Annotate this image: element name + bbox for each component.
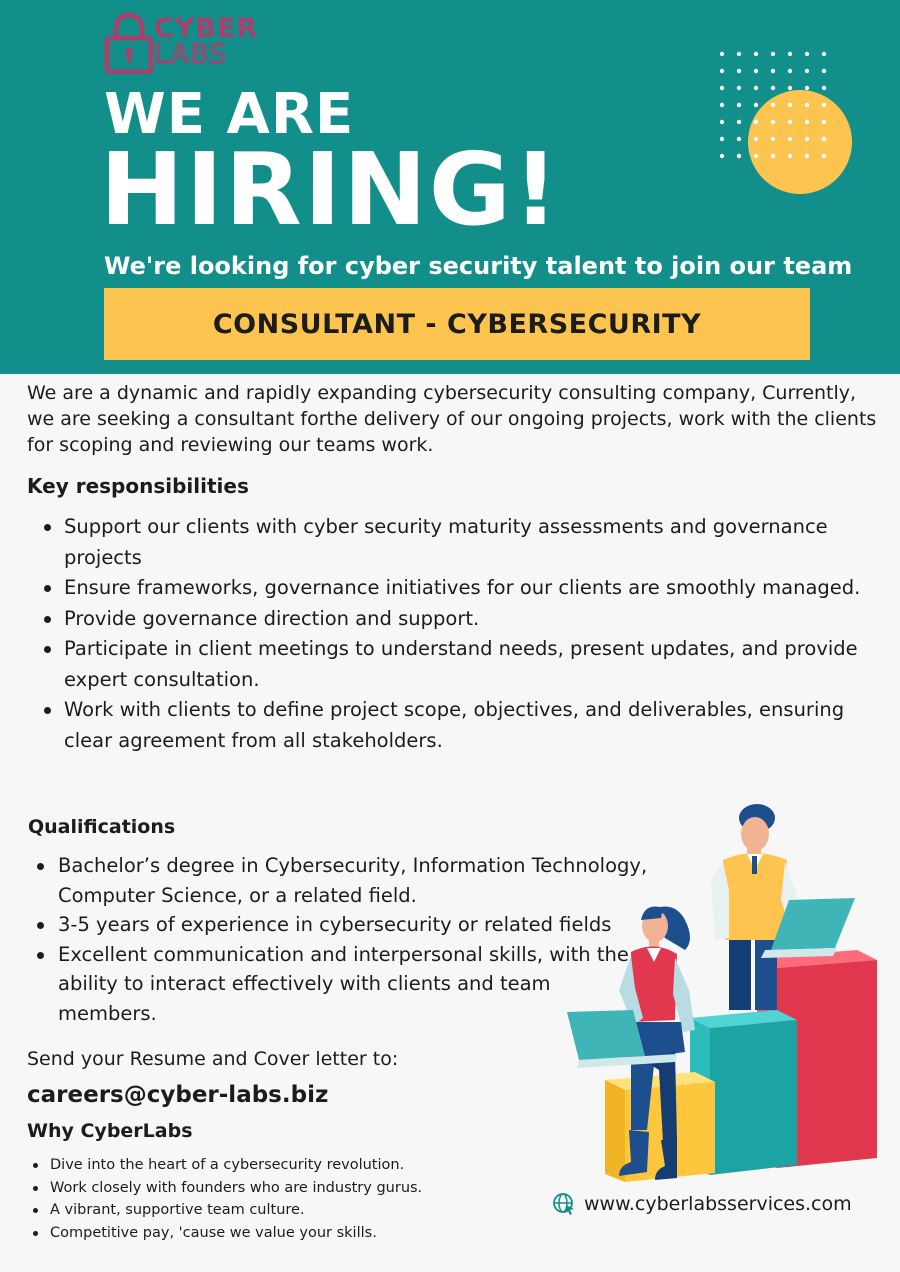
list-item: Dive into the heart of a cybersecurity revolution. (50, 1154, 530, 1177)
decorative-dot (822, 120, 826, 124)
decorative-dot (754, 120, 758, 124)
logo (104, 8, 284, 76)
decorative-dot (720, 86, 724, 90)
decorative-dot (822, 69, 826, 73)
list-item: Work closely with founders who are industry gurus. (50, 1177, 530, 1200)
decorative-dot (720, 120, 724, 124)
website-url: www.cyberlabsservices.com (584, 1193, 852, 1215)
decorative-dot (754, 69, 758, 73)
headline-hiring: HIRING! (100, 131, 561, 248)
logo-line-1: CYBER (154, 13, 259, 44)
decorative-dot (754, 137, 758, 141)
role-title: CONSULTANT - CYBERSECURITY (212, 308, 702, 340)
decorative-dot (754, 52, 758, 56)
list-item: Work with clients to define project scope, objectives, and deliverables, ensuring clear agreement from all stakeholders. (64, 695, 864, 756)
decorative-dot (805, 103, 809, 107)
woman-figure (567, 907, 695, 1181)
decorative-dot (771, 154, 775, 158)
padlock-icon (104, 8, 154, 74)
decorative-dot (788, 86, 792, 90)
responsibilities-list (64, 512, 864, 756)
list-item: Participate in client meetings to understand needs, present updates, and provide expert consultation. (64, 634, 864, 695)
decorative-dot (788, 69, 792, 73)
decorative-dot (754, 86, 758, 90)
logo-wordmark (154, 13, 259, 70)
decorative-dot (737, 86, 741, 90)
decorative-dot (737, 154, 741, 158)
list-item: Provide governance direction and support. (64, 604, 864, 635)
decorative-dot (805, 120, 809, 124)
list-item: Bachelor’s degree in Cybersecurity, Information Technology, Computer Science, or a related field. (58, 851, 648, 910)
list-item: A vibrant, supportive team culture. (50, 1199, 530, 1222)
tagline: We're looking for cyber security talent to join our team (104, 252, 853, 280)
list-item: Competitive pay, 'cause we value your skills. (50, 1222, 530, 1245)
decorative-dot (805, 69, 809, 73)
decorative-dot (720, 154, 724, 158)
decorative-dot (771, 103, 775, 107)
logo-line-2: LABS (154, 39, 228, 70)
responsibilities-heading: Key responsibilities (27, 474, 249, 498)
decorative-dot (788, 103, 792, 107)
decorative-dot (771, 120, 775, 124)
decorative-dot (720, 103, 724, 107)
yellow-circle (748, 90, 852, 194)
decorative-dot (720, 69, 724, 73)
decorative-dot (788, 120, 792, 124)
role-banner (104, 288, 810, 360)
decorative-dot (822, 52, 826, 56)
list-item: Ensure frameworks, governance initiatives for our clients are smoothly managed. (64, 573, 864, 604)
careers-email-link[interactable]: careers@cyber-labs.biz (27, 1082, 329, 1108)
decorative-dot (737, 137, 741, 141)
intro-paragraph: We are a dynamic and rapidly expanding cybersecurity consulting company, Currently, we are seeking a consultant forthe delivery of our ongoing projects, work with the clients for scoping and reviewing our teams work. (27, 382, 877, 456)
decorative-dot (788, 154, 792, 158)
decorative-dots-circle (712, 46, 862, 196)
headline-we-are: WE ARE (104, 82, 355, 147)
decorative-dot (737, 52, 741, 56)
decorative-dot (805, 86, 809, 90)
decorative-dot (771, 69, 775, 73)
decorative-dot (720, 52, 724, 56)
decorative-dot (805, 137, 809, 141)
decorative-dot (805, 52, 809, 56)
decorative-dot (822, 137, 826, 141)
globe-cursor-icon (552, 1192, 576, 1216)
header-banner (0, 0, 900, 374)
decorative-dot (737, 103, 741, 107)
website-link[interactable] (552, 1192, 852, 1216)
list-item: 3-5 years of experience in cybersecurity or related fields (58, 910, 648, 940)
why-heading: Why CyberLabs (27, 1120, 193, 1142)
list-item: Excellent communication and interpersonal skills, with the ability to interact effectively with clients and team members. (58, 940, 648, 1029)
decorative-dot (822, 154, 826, 158)
decorative-dot (754, 103, 758, 107)
decorative-dot (771, 86, 775, 90)
send-resume-label: Send your Resume and Cover letter to: (27, 1048, 399, 1070)
decorative-dot (788, 52, 792, 56)
decorative-dot (822, 103, 826, 107)
decorative-dot (737, 69, 741, 73)
list-item: Support our clients with cyber security maturity assessments and governance projects (64, 512, 864, 573)
decorative-dot (771, 52, 775, 56)
decorative-dot (822, 86, 826, 90)
decorative-dot (771, 137, 775, 141)
decorative-dot (788, 137, 792, 141)
decorative-dot (737, 120, 741, 124)
why-list (50, 1154, 530, 1244)
decorative-dot (805, 154, 809, 158)
decorative-dot (720, 137, 724, 141)
decorative-dot (754, 154, 758, 158)
qualifications-heading: Qualifications (28, 816, 176, 838)
team-illustration (545, 790, 885, 1190)
